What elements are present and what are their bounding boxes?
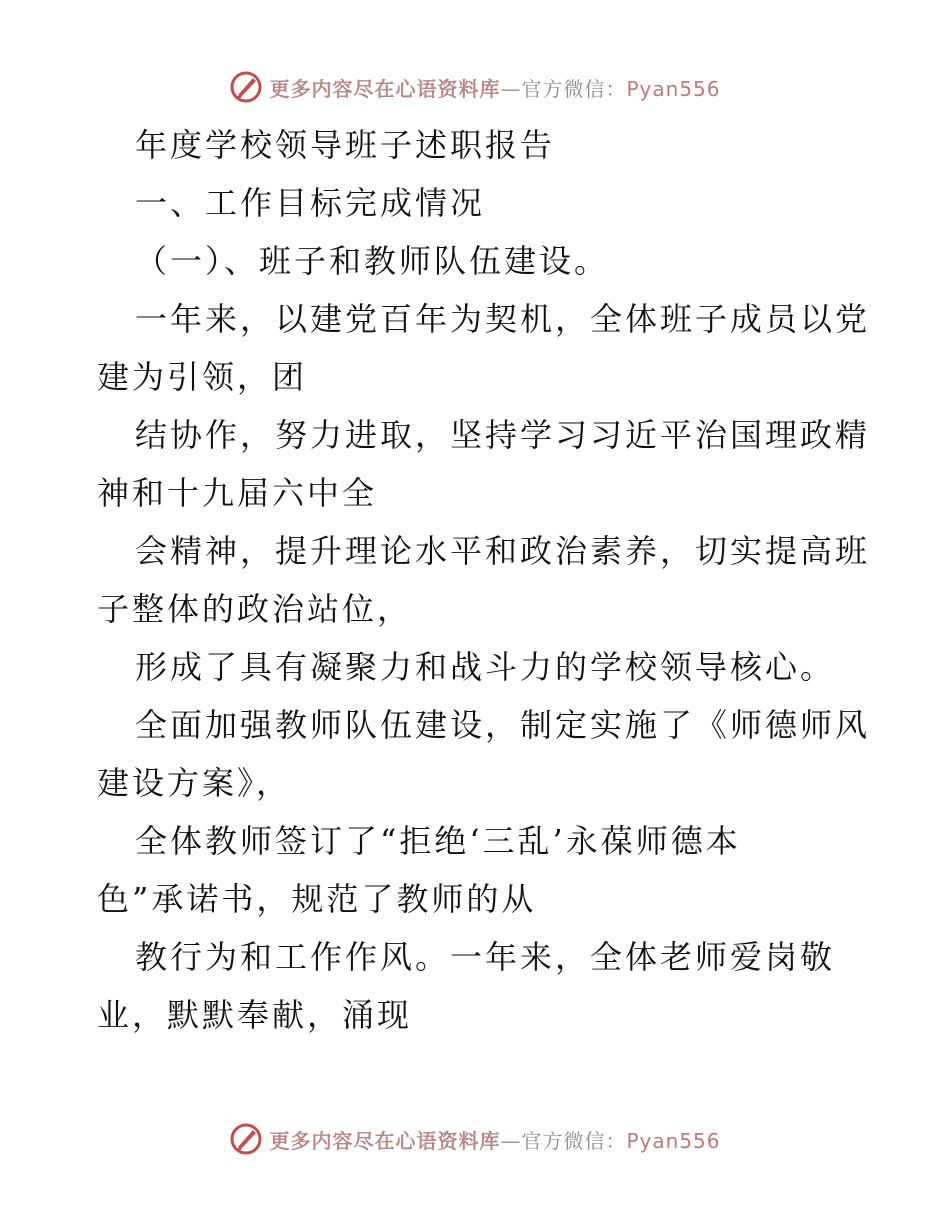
text-line: 建为引领，团 (97, 358, 308, 396)
header-watermark (0, 70, 950, 104)
text-line: 子整体的政治站位， (97, 590, 413, 628)
text-line: （一）、班子和教师队伍建设。 (135, 242, 610, 280)
quill-logo-icon (229, 70, 263, 104)
text-line: 形成了具有凝聚力和战斗力的学校领导核心。 (135, 648, 836, 686)
document-body (97, 116, 871, 1044)
quill-logo-icon (229, 1122, 263, 1156)
text-line: 结协作，努力进取，坚持学习习近平治国理政精 (135, 416, 871, 454)
footer-watermark (0, 1122, 950, 1156)
text-line: 一、工作目标完成情况 (135, 184, 486, 222)
text-line: 会精神，提升理论水平和政治素养，切实提高班 (135, 532, 871, 570)
text-line: 业，默默奉献，涌现 (97, 996, 413, 1034)
watermark-text: 更多内容尽在心语资料库—官方微信：Pyan556 (269, 1128, 721, 1153)
text-line: 年度学校领导班子述职报告 (135, 126, 556, 164)
text-line: 全面加强教师队伍建设，制定实施了《师德师风 (135, 706, 871, 744)
text-line: 建设方案》， (97, 764, 292, 802)
text-line: 全体教师签订了“拒绝‘三乱’永葆师德本 (135, 822, 741, 860)
text-line: 神和十九届六中全 (97, 474, 378, 512)
watermark-text: 更多内容尽在心语资料库—官方微信：Pyan556 (269, 76, 721, 101)
text-line: 一年来，以建党百年为契机，全体班子成员以党 (135, 300, 871, 338)
text-line: 色”承诺书，规范了教师的从 (97, 880, 537, 918)
text-line: 教行为和工作作风。一年来，全体老师爱岗敬 (135, 938, 836, 976)
